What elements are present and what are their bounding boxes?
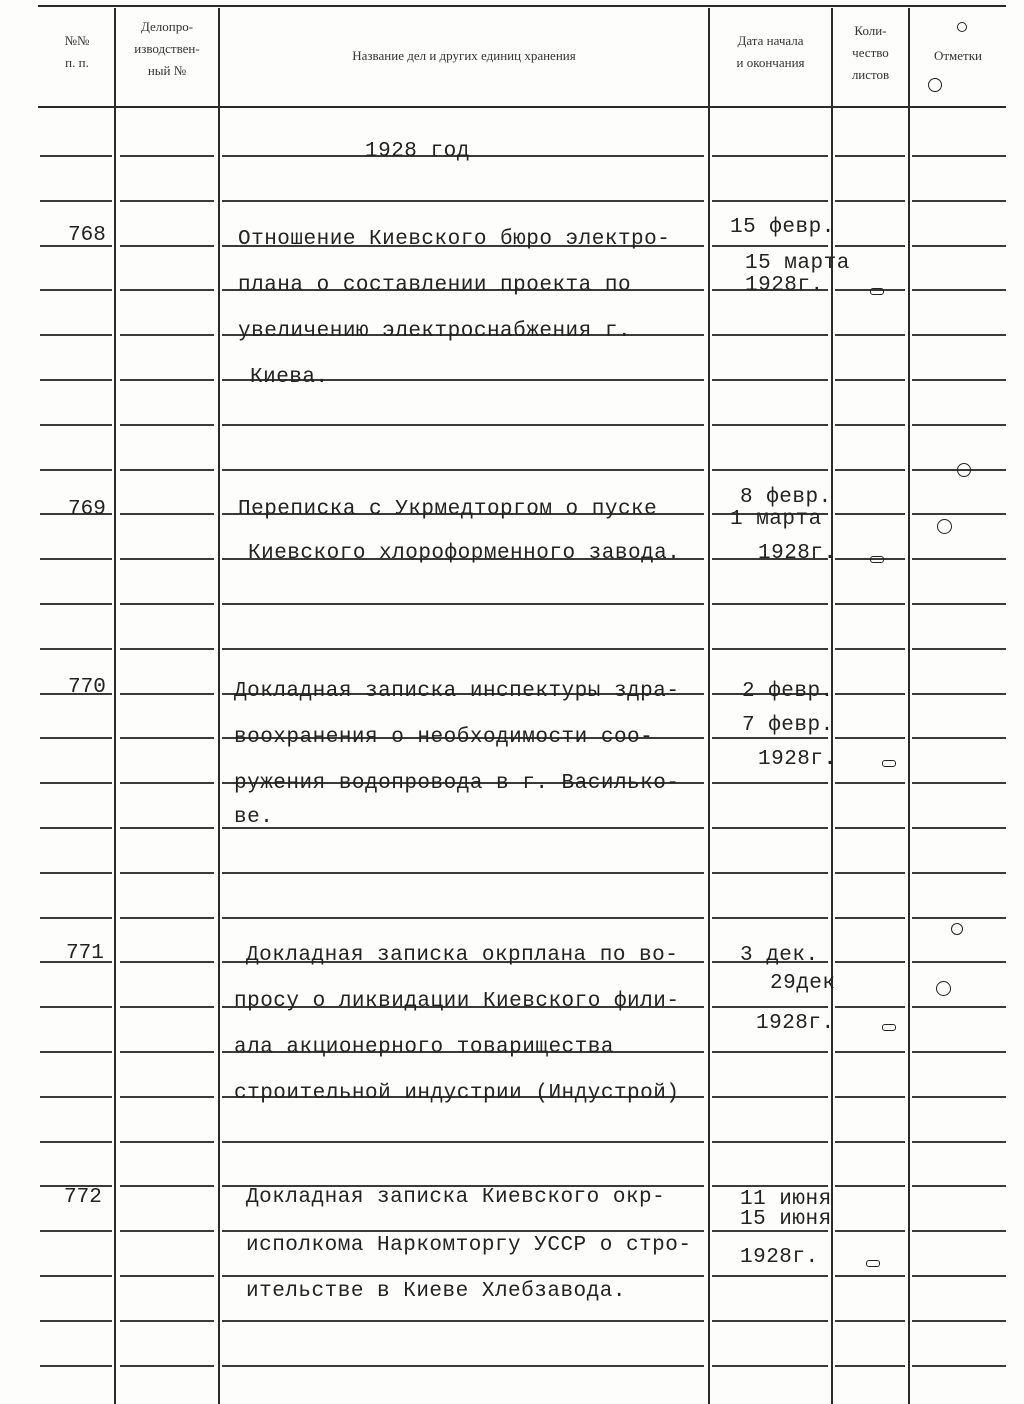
ruled-line <box>835 155 905 157</box>
ruled-line <box>120 334 214 336</box>
ruled-line <box>40 1365 112 1367</box>
ruled-line <box>912 558 1006 560</box>
ruled-line <box>835 782 905 784</box>
entry-date-start: 2 февр. <box>742 680 834 703</box>
ruled-line <box>120 693 214 695</box>
entry-number: 770 <box>68 676 106 699</box>
entry-title-line: ружения водопровода в г. Василько- <box>234 772 680 795</box>
header-title: Название дел и других единиц хранения <box>352 48 576 63</box>
ruled-line <box>120 917 214 919</box>
ruled-line <box>835 334 905 336</box>
ruled-line <box>712 1051 828 1053</box>
hole-mark-icon <box>936 981 951 996</box>
ruled-line <box>222 603 704 605</box>
header-case-line1: Делопро- <box>140 19 194 34</box>
entry-date-year: 1928г. <box>756 1012 835 1035</box>
header-case-number <box>116 16 218 82</box>
ruled-line <box>835 1051 905 1053</box>
sheets-dash-icon <box>882 1024 896 1031</box>
ruled-line <box>835 245 905 247</box>
ruled-line <box>912 245 1006 247</box>
entry-title-line: Отношение Киевского бюро электро- <box>238 228 671 251</box>
ruled-line <box>40 872 112 874</box>
header-sheets-line2: чество <box>852 45 889 60</box>
ruled-line <box>40 827 112 829</box>
hole-mark-icon <box>957 22 967 32</box>
entry-date-end: 15 марта <box>745 252 850 275</box>
ruled-line <box>912 1230 1006 1232</box>
ruled-line <box>120 872 214 874</box>
header-case-line2: изводствен- <box>134 41 200 56</box>
ruled-line <box>40 289 112 291</box>
entry-date-year: 1928г. <box>758 542 837 565</box>
ruled-line <box>912 513 1006 515</box>
entry-number: 771 <box>66 942 104 965</box>
header-dates-line2: и окончания <box>736 55 805 70</box>
entry-title-line: ительстве в Киеве Хлебзавода. <box>246 1280 626 1303</box>
ruled-line <box>222 424 704 426</box>
header-sheets-line1: Коли- <box>854 23 887 38</box>
entry-title-line: воохранения о необходимости соо- <box>234 726 654 749</box>
ruled-line <box>712 200 828 202</box>
entry-title-line: увеличению электроснабжения г. <box>238 320 632 343</box>
entry-title-line: просу о ликвидации Киевского фили- <box>234 990 680 1013</box>
ruled-line <box>835 513 905 515</box>
entry-date-end: 1 марта <box>730 508 822 531</box>
ruled-line <box>912 424 1006 426</box>
ruled-line <box>120 424 214 426</box>
ruled-line <box>835 200 905 202</box>
ruled-line <box>835 1320 905 1322</box>
ruled-line <box>222 1141 704 1143</box>
ruled-line <box>912 200 1006 202</box>
hole-mark-icon <box>957 463 971 477</box>
sheets-dash-icon <box>866 1260 880 1267</box>
entry-date-start: 8 февр. <box>740 486 832 509</box>
ruled-line <box>40 1006 112 1008</box>
ruled-line <box>835 827 905 829</box>
ruled-line <box>120 603 214 605</box>
ruled-line <box>912 1141 1006 1143</box>
ruled-line <box>712 1275 828 1277</box>
entry-date-year: 1928г. <box>758 748 837 771</box>
entry-title-line: Докладная записка инспектуры здра- <box>234 680 680 703</box>
ruled-line <box>712 155 828 157</box>
ruled-line <box>912 289 1006 291</box>
header-number <box>40 30 114 74</box>
entry-date-year: 1928г. <box>745 274 824 297</box>
entry-date-year: 1928г. <box>740 1246 819 1269</box>
entry-title-line: исполкома Наркомторгу УССР о стро- <box>246 1234 692 1257</box>
entry-date-end: 29дек <box>770 972 836 995</box>
sheets-dash-icon <box>882 760 896 767</box>
ruled-line <box>912 1096 1006 1098</box>
ruled-line <box>835 469 905 471</box>
ruled-line <box>40 782 112 784</box>
sheets-dash-icon <box>870 556 884 563</box>
ruled-line <box>835 1006 905 1008</box>
ruled-line <box>222 1275 704 1277</box>
ruled-line <box>40 917 112 919</box>
ruled-line <box>835 1141 905 1143</box>
ruled-line <box>835 1185 905 1187</box>
ruled-line <box>40 1275 112 1277</box>
header-dates <box>710 30 831 74</box>
ruled-line <box>912 737 1006 739</box>
entry-date-end: 7 февр. <box>742 714 834 737</box>
ruled-line <box>120 961 214 963</box>
ruled-line <box>912 1365 1006 1367</box>
ruled-line <box>835 603 905 605</box>
entry-number: 768 <box>68 224 106 247</box>
ruled-line <box>712 1320 828 1322</box>
ruled-line <box>712 917 828 919</box>
ruled-line <box>120 513 214 515</box>
ruled-line <box>912 648 1006 650</box>
header-marks: Отметки <box>933 48 983 63</box>
entry-title-line: Киевского хлороформенного завода. <box>248 542 681 565</box>
ruled-line <box>120 1006 214 1008</box>
ruled-line <box>40 603 112 605</box>
ruled-line <box>40 1096 112 1098</box>
ruled-line <box>40 648 112 650</box>
entry-title-line: Переписка с Укрмедторгом о пуске <box>238 498 658 521</box>
ruled-line <box>120 155 214 157</box>
ruled-line <box>835 1230 905 1232</box>
ruled-line <box>40 558 112 560</box>
ruled-line <box>712 648 828 650</box>
ruled-line <box>120 827 214 829</box>
ruled-line <box>912 782 1006 784</box>
ruled-line <box>120 1141 214 1143</box>
header-number-line2: п. п. <box>65 55 89 70</box>
ruled-line <box>40 469 112 471</box>
ruled-line <box>712 469 828 471</box>
ruled-line <box>912 603 1006 605</box>
ruled-line <box>120 782 214 784</box>
ruled-line <box>120 200 214 202</box>
entry-title-line: ала акционерного товарищества <box>234 1036 614 1059</box>
entry-number: 769 <box>68 498 106 521</box>
ruled-line <box>40 1230 112 1232</box>
header-top-border <box>38 5 1006 7</box>
entry-date-start: 11 июня <box>740 1188 832 1211</box>
ruled-line <box>835 693 905 695</box>
ruled-line <box>120 737 214 739</box>
entry-number: 772 <box>64 1186 102 1209</box>
ruled-line <box>120 379 214 381</box>
column-divider <box>114 8 116 1404</box>
ruled-line <box>222 648 704 650</box>
entry-title-line: строительной индустрии (Индустрой) <box>234 1082 680 1105</box>
ruled-line <box>835 424 905 426</box>
ruled-line <box>712 1141 828 1143</box>
ruled-line <box>912 379 1006 381</box>
ruled-line <box>912 1006 1006 1008</box>
ruled-line <box>835 737 905 739</box>
column-divider <box>708 8 710 1404</box>
ruled-line <box>835 961 905 963</box>
ruled-line <box>712 737 828 739</box>
ruled-line <box>912 155 1006 157</box>
ruled-line <box>912 693 1006 695</box>
hole-mark-icon <box>937 519 952 534</box>
header-sheets <box>833 20 908 86</box>
ruled-line <box>835 872 905 874</box>
ruled-line <box>712 827 828 829</box>
entry-date-end: 15 июня <box>740 1208 832 1231</box>
ruled-line <box>40 155 112 157</box>
ruled-line <box>712 1006 828 1008</box>
ruled-line <box>120 1185 214 1187</box>
ruled-line <box>120 289 214 291</box>
header-sheets-line3: листов <box>851 67 890 82</box>
ruled-line <box>120 1051 214 1053</box>
ruled-line <box>222 200 704 202</box>
column-divider <box>908 8 910 1404</box>
entry-title-line: Киева. <box>250 366 329 389</box>
header-case-line3: ный № <box>147 63 187 78</box>
ruled-line <box>40 334 112 336</box>
ruled-line <box>120 558 214 560</box>
ruled-line <box>120 1320 214 1322</box>
ruled-line <box>120 648 214 650</box>
ruled-line <box>835 379 905 381</box>
ruled-line <box>40 379 112 381</box>
ruled-line <box>712 424 828 426</box>
ruled-line <box>912 872 1006 874</box>
ruled-line <box>222 1365 704 1367</box>
entry-date-start: 3 дек. <box>740 944 819 967</box>
ruled-line <box>120 469 214 471</box>
ruled-line <box>835 917 905 919</box>
ruled-line <box>222 827 704 829</box>
ruled-line <box>835 1275 905 1277</box>
hole-mark-icon <box>928 78 942 92</box>
year-heading: 1928 год <box>365 140 470 163</box>
ruled-line <box>912 1051 1006 1053</box>
ruled-line <box>712 334 828 336</box>
ruled-line <box>120 1096 214 1098</box>
ruled-line <box>40 737 112 739</box>
ruled-line <box>712 1365 828 1367</box>
entry-title-line: Докладная записка Киевского окр- <box>246 1186 666 1209</box>
ruled-line <box>712 1185 828 1187</box>
ruled-line <box>712 782 828 784</box>
header-number-line1: №№ <box>64 33 90 48</box>
ruled-line <box>712 245 828 247</box>
ruled-line <box>222 872 704 874</box>
ruled-line <box>912 827 1006 829</box>
ruled-line <box>40 1141 112 1143</box>
ruled-line <box>912 917 1006 919</box>
entry-date-start: 15 февр. <box>730 216 835 239</box>
ruled-line <box>912 334 1006 336</box>
ruled-line <box>712 603 828 605</box>
ruled-line <box>712 1096 828 1098</box>
ruled-line <box>912 1185 1006 1187</box>
ruled-line <box>835 1365 905 1367</box>
entry-title-line: плана о составлении проекта по <box>238 274 632 297</box>
ruled-line <box>120 1365 214 1367</box>
ruled-line <box>912 961 1006 963</box>
ruled-line <box>222 1320 704 1322</box>
hole-mark-icon <box>951 923 963 935</box>
header-bottom-border <box>38 106 1006 108</box>
ruled-line <box>40 1320 112 1322</box>
ruled-line <box>40 1051 112 1053</box>
entry-title-line: Докладная записка окрплана по во- <box>246 944 679 967</box>
ruled-line <box>120 245 214 247</box>
ruled-line <box>40 200 112 202</box>
header-dates-line1: Дата начала <box>737 33 804 48</box>
ruled-line <box>912 1320 1006 1322</box>
ruled-line <box>40 424 112 426</box>
ruled-line <box>120 1275 214 1277</box>
column-divider <box>218 8 220 1404</box>
ruled-line <box>835 1096 905 1098</box>
ruled-line <box>712 872 828 874</box>
ruled-line <box>912 1275 1006 1277</box>
sheets-dash-icon <box>870 288 884 295</box>
ruled-line <box>222 917 704 919</box>
ruled-line <box>120 1230 214 1232</box>
entry-title-line: ве. <box>234 806 274 829</box>
ruled-line <box>222 1230 704 1232</box>
ruled-line <box>712 379 828 381</box>
ruled-line <box>835 648 905 650</box>
ruled-line <box>222 469 704 471</box>
